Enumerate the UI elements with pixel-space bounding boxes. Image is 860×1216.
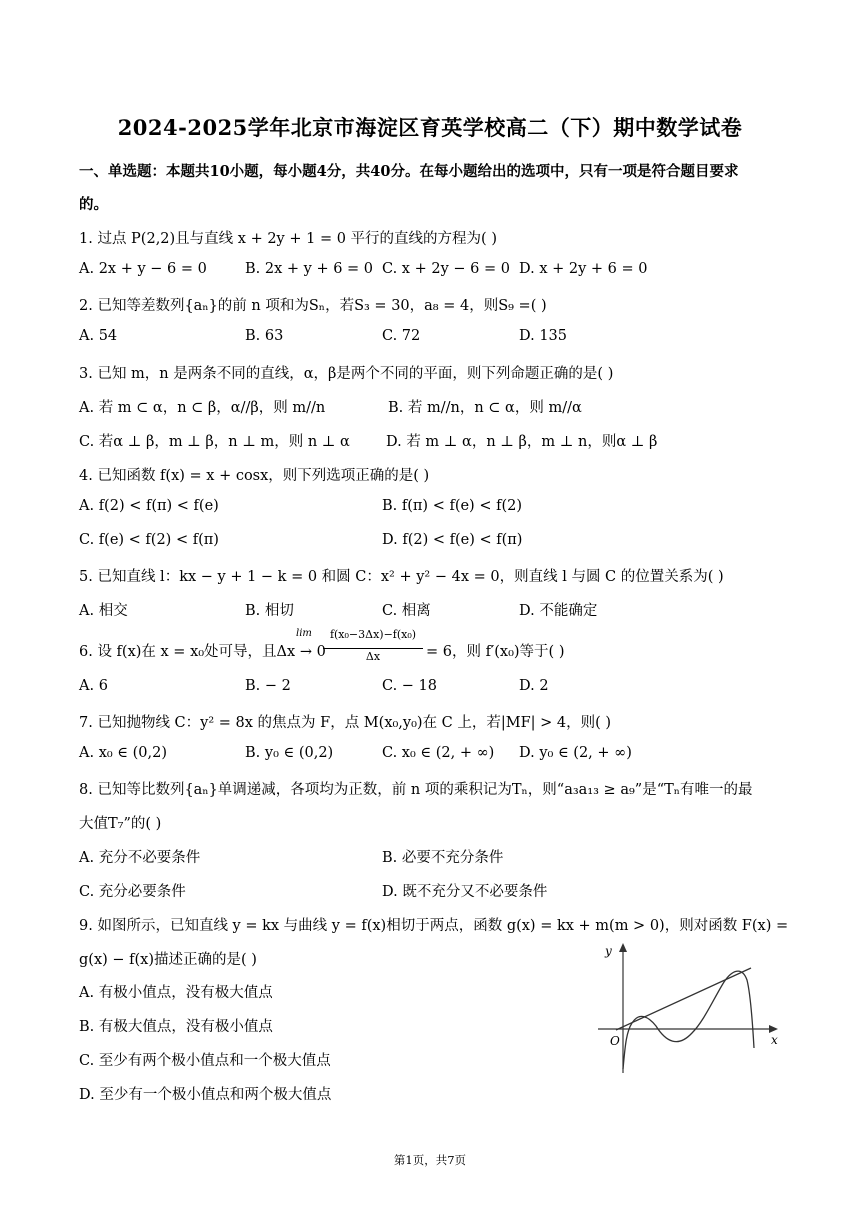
q6-option-a: A. 6 bbox=[79, 678, 108, 694]
q8-option-c: C. 充分必要条件 bbox=[79, 884, 186, 900]
section-header-cont: 的。 bbox=[79, 196, 108, 213]
q6-lim: lim bbox=[296, 628, 312, 639]
q9-figure bbox=[596, 938, 786, 1078]
x-axis-arrow bbox=[769, 1025, 778, 1033]
q8-option-d: D. 既不充分又不必要条件 bbox=[382, 884, 548, 900]
question-4-stem: 4. 已知函数 f(x) = x + cosx，则下列选项正确的是( ) bbox=[79, 468, 430, 484]
q2-option-c: C. 72 bbox=[382, 328, 421, 344]
q2-option-d: D. 135 bbox=[519, 328, 568, 344]
q7-option-c: C. x₀ ∈ (2, + ∞) bbox=[382, 745, 495, 761]
q7-option-d: D. y₀ ∈ (2, + ∞) bbox=[519, 745, 632, 761]
tangent-line bbox=[616, 968, 751, 1030]
q1-option-d: D. x + 2y + 6 = 0 bbox=[519, 261, 648, 277]
q3-option-c: C. 若α ⊥ β，m ⊥ β，n ⊥ m，则 n ⊥ α bbox=[79, 434, 350, 450]
q9-option-d: D. 至少有一个极小值点和两个极大值点 bbox=[79, 1087, 332, 1103]
question-3-stem: 3. 已知 m，n 是两条不同的直线，α，β是两个不同的平面，则下列命题正确的是( ) bbox=[79, 366, 614, 382]
curve-f bbox=[623, 971, 754, 1069]
q6-numerator: f(x₀−3Δx)−f(x₀) bbox=[329, 628, 417, 641]
q4-option-c: C. f(e) < f(2) < f(π) bbox=[79, 532, 219, 548]
page-title: 2024-2025学年北京市海淀区育英学校高二（下）期中数学试卷 bbox=[117, 115, 743, 140]
q6-denominator: Δx bbox=[365, 650, 381, 663]
q2-option-b: B. 63 bbox=[245, 328, 284, 344]
q4-option-a: A. f(2) < f(π) < f(e) bbox=[79, 498, 219, 514]
question-6-stem-post: = 6，则 f′(x₀)等于( ) bbox=[426, 644, 565, 660]
q9-option-c: C. 至少有两个极小值点和一个极大值点 bbox=[79, 1053, 331, 1069]
q4-option-d: D. f(2) < f(e) < f(π) bbox=[382, 532, 523, 548]
q2-option-a: A. 54 bbox=[79, 328, 118, 344]
origin-label: O bbox=[610, 1034, 620, 1048]
q3-option-b: B. 若 m//n，n ⊂ α，则 m//α bbox=[388, 400, 582, 416]
q7-option-a: A. x₀ ∈ (0,2) bbox=[79, 745, 168, 761]
page-footer: 第1页，共7页 bbox=[393, 1153, 467, 1167]
y-axis-arrow bbox=[619, 943, 627, 952]
q1-option-b: B. 2x + y + 6 = 0 bbox=[245, 261, 374, 277]
q4-option-b: B. f(π) < f(e) < f(2) bbox=[382, 498, 522, 514]
q6-option-d: D. 2 bbox=[519, 678, 549, 694]
q9-option-a: A. 有极小值点，没有极大值点 bbox=[79, 985, 273, 1001]
q9-option-b: B. 有极大值点，没有极小值点 bbox=[79, 1019, 273, 1035]
question-8-stem-cont: 大值T₇”的( ) bbox=[79, 816, 162, 832]
y-axis-label: y bbox=[605, 944, 612, 958]
question-8-stem: 8. 已知等比数列{aₙ}单调递减，各项均为正数，前 n 项的乘积记为Tₙ，则“a₃a₁₃ ≥ a₉”是“Tₙ有唯一的最 bbox=[79, 782, 753, 798]
question-5-stem: 5. 已知直线 l：kx − y + 1 − k = 0 和圆 C：x² + y² − 4x = 0，则直线 l 与圆 C 的位置关系为( ) bbox=[79, 569, 724, 585]
q5-option-d: D. 不能确定 bbox=[519, 603, 598, 619]
question-6-stem-pre: 6. 设 f(x)在 x = x₀处可导，且Δx → 0 bbox=[79, 644, 326, 660]
q1-option-a: A. 2x + y − 6 = 0 bbox=[79, 261, 207, 277]
q5-option-a: A. 相交 bbox=[79, 603, 128, 619]
question-9-stem-cont: g(x) − f(x)描述正确的是( ) bbox=[79, 952, 257, 968]
section-header: 一、单选题：本题共10小题，每小题4分，共40分。在每小题给出的选项中，只有一项是符合题目要求 bbox=[79, 163, 739, 180]
q5-option-c: C. 相离 bbox=[382, 603, 431, 619]
q8-option-b: B. 必要不充分条件 bbox=[382, 850, 504, 866]
q6-option-b: B. − 2 bbox=[245, 678, 291, 694]
q5-option-b: B. 相切 bbox=[245, 603, 294, 619]
question-7-stem: 7. 已知抛物线 C：y² = 8x 的焦点为 F，点 M(x₀,y₀)在 C 上，若|MF| > 4，则( ) bbox=[79, 715, 612, 731]
question-1-stem: 1. 过点 P(2,2)且与直线 x + 2y + 1 = 0 平行的直线的方程为( ) bbox=[79, 231, 497, 247]
q6-option-c: C. − 18 bbox=[382, 678, 438, 694]
q3-option-a: A. 若 m ⊂ α，n ⊂ β，α//β，则 m//n bbox=[79, 400, 326, 416]
x-axis-label: x bbox=[771, 1033, 778, 1047]
question-2-stem: 2. 已知等差数列{aₙ}的前 n 项和为Sₙ，若S₃ = 30，a₈ = 4，则S₉ =( ) bbox=[79, 298, 547, 314]
q6-fraction-bar bbox=[323, 648, 423, 649]
q7-option-b: B. y₀ ∈ (0,2) bbox=[245, 745, 334, 761]
q3-option-d: D. 若 m ⊥ α，n ⊥ β，m ⊥ n，则α ⊥ β bbox=[386, 434, 658, 450]
q8-option-a: A. 充分不必要条件 bbox=[79, 850, 201, 866]
q1-option-c: C. x + 2y − 6 = 0 bbox=[382, 261, 510, 277]
question-9-stem: 9. 如图所示，已知直线 y = kx 与曲线 y = f(x)相切于两点，函数 g(x) = kx + m(m > 0)，则对函数 F(x) = bbox=[79, 918, 789, 934]
